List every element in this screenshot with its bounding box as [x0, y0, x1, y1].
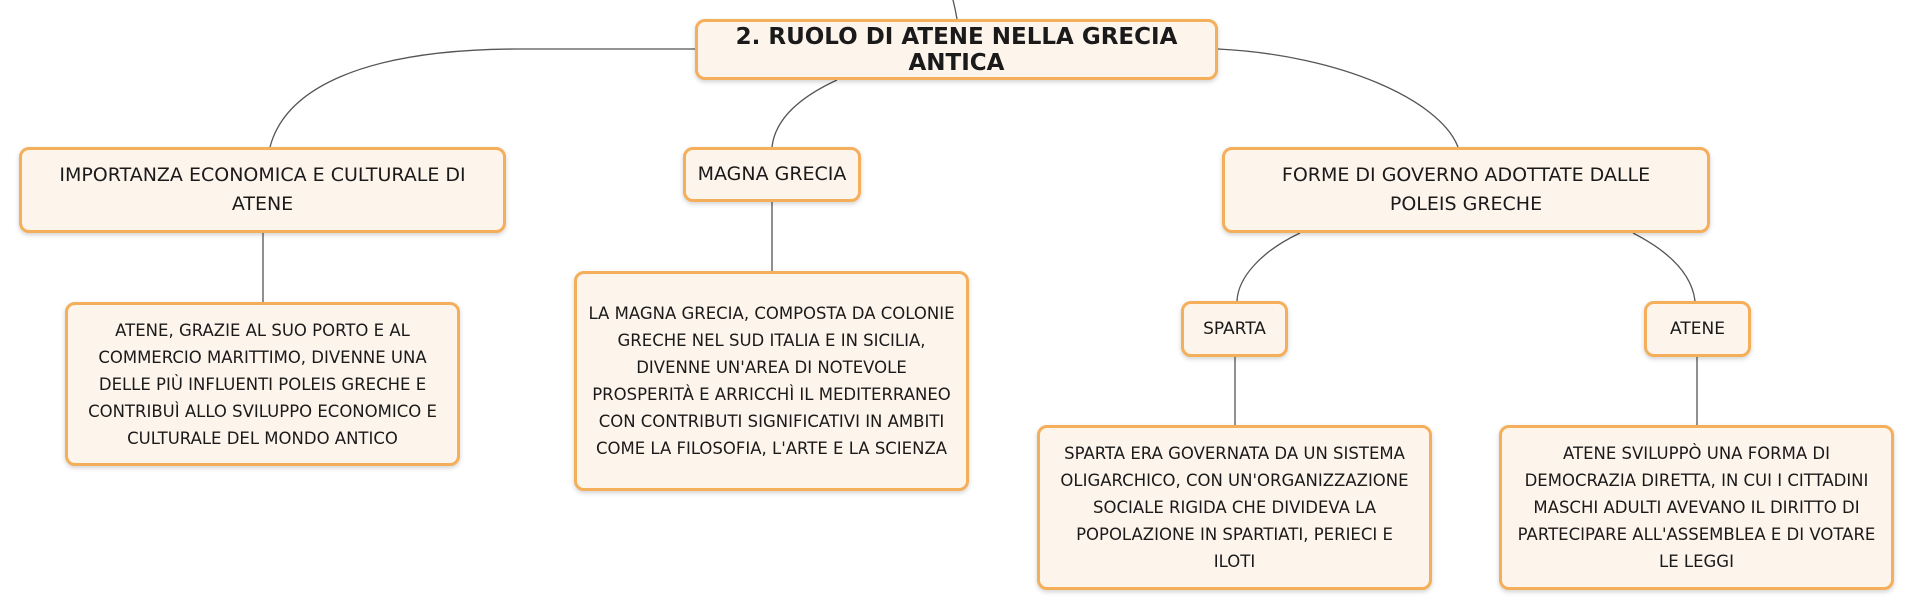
connector-incoming-root — [953, 0, 957, 19]
magna-grecia-detail-text: LA MAGNA GRECIA, COMPOSTA DA COLONIE GRECHE NEL SUD ITALIA E IN SICILIA, DIVENNE UN'AREA DI NOTEVOLE PROSPERITÀ E ARRICCHÌ IL MEDITERRANEO CON CONTRIBUTI SIGNIFICATIVI IN AMBITI COME LA FILOSOFIA, L'ARTE E LA SCIENZA — [588, 304, 955, 458]
importanza-topic-label: IMPORTANZA ECONOMICA E CULTURALE DI ATENE — [59, 163, 466, 215]
connector-forme-atene — [1633, 233, 1695, 301]
connector-forme-sparta — [1237, 233, 1300, 301]
importanza-detail-text: ATENE, GRAZIE AL SUO PORTO E AL COMMERCIO MARITTIMO, DIVENNE UNA DELLE PIÙ INFLUENTI POLEIS GRECHE E CONTRIBUÌ ALLO SVILUPPO ECONOMICO E CULTURALE DEL MONDO ANTICO — [88, 320, 437, 448]
connector-root-importanza — [270, 49, 695, 147]
atene-topic-label: ATENE — [1670, 319, 1725, 339]
connector-root-magna-grecia — [772, 80, 837, 147]
magna-grecia-topic-label: MAGNA GRECIA — [697, 162, 847, 185]
atene-detail-text: ATENE SVILUPPÒ UNA FORMA DI DEMOCRAZIA DIRETTA, IN CUI I CITTADINI MASCHI ADULTI AVEVANO IL DIRITTO DI PARTECIPARE ALL'ASSEMBLEA E DI VOTARE LE LEGGI — [1517, 444, 1876, 571]
sparta-topic-label: SPARTA — [1203, 319, 1266, 339]
forme-governo-topic-node[interactable] — [1222, 147, 1710, 233]
sparta-detail-text: SPARTA ERA GOVERNATA DA UN SISTEMA OLIGARCHICO, CON UN'ORGANIZZAZIONE SOCIALE RIGIDA CHE DIVIDEVA LA POPOLAZIONE IN SPARTIATI, PERIECI E ILOTI — [1060, 444, 1409, 571]
forme-governo-topic-label: FORME DI GOVERNO ADOTTATE DALLE POLEIS GRECHE — [1281, 163, 1651, 215]
atene-detail-node[interactable] — [1499, 425, 1894, 590]
importanza-topic-node[interactable] — [19, 147, 506, 233]
magna-grecia-detail-node[interactable] — [574, 271, 969, 491]
magna-grecia-topic-node[interactable] — [683, 147, 861, 202]
root-topic-node[interactable] — [695, 19, 1218, 80]
sparta-detail-node[interactable] — [1037, 425, 1432, 590]
sparta-topic-node[interactable] — [1181, 301, 1288, 357]
root-topic-label: 2. RUOLO DI ATENE NELLA GRECIA ANTICA — [735, 23, 1178, 76]
importanza-detail-node[interactable] — [65, 302, 460, 466]
atene-topic-node[interactable] — [1644, 301, 1751, 357]
connector-root-forme-governo — [1218, 49, 1458, 147]
